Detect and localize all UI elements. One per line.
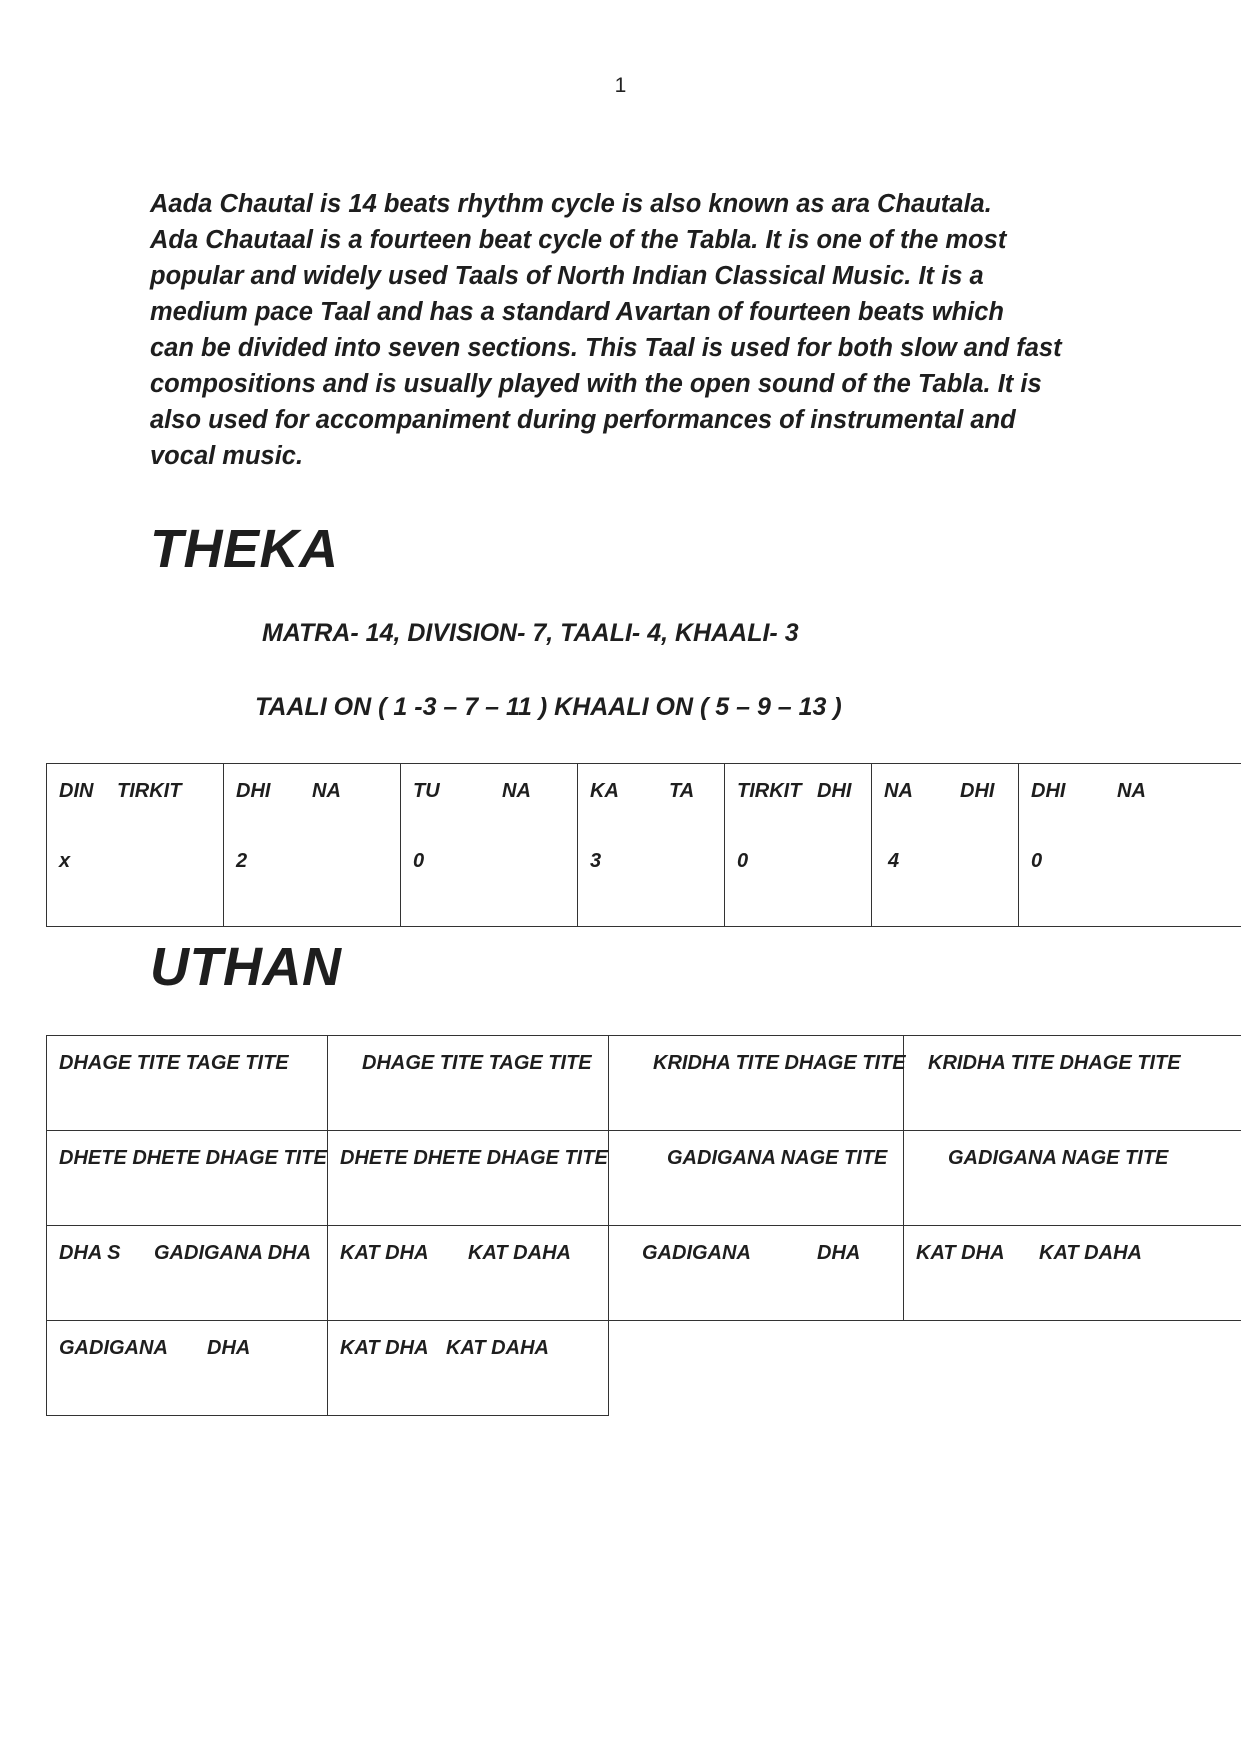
matra-summary: MATRA- 14, DIVISION- 7, TAALI- 4, KHAALI- 3: [262, 619, 799, 647]
theka-heading: THEKA: [150, 519, 339, 579]
khaali-mark: 0: [413, 850, 425, 872]
uthan-cell: [904, 1226, 1241, 1321]
uthan-bol: GADIGANA NAGE TITE: [948, 1147, 1169, 1169]
uthan-bol: GADIGANA: [642, 1242, 751, 1264]
taali-mark: x: [59, 850, 71, 872]
intro-line: Ada Chautaal is a fourteen beat cycle of the Tabla. It is one of the most: [150, 226, 1007, 254]
bol: DHI: [960, 780, 995, 802]
empty-cell: [609, 1321, 904, 1416]
intro-line: vocal music.: [150, 442, 304, 470]
uthan-cell: [328, 1131, 609, 1226]
bol: DIN: [59, 780, 94, 802]
theka-cell: [47, 764, 224, 927]
bol: DHI: [236, 780, 271, 802]
uthan-bol: DHA: [207, 1337, 251, 1359]
uthan-bol: KAT DHA: [340, 1242, 429, 1264]
uthan-bol: DHAGE TITE TAGE TITE: [362, 1052, 592, 1074]
bol: NA: [1117, 780, 1146, 802]
theka-row: [47, 764, 1241, 927]
uthan-row: [47, 1036, 1241, 1131]
theka-cell: [578, 764, 725, 927]
khaali-mark: 0: [737, 850, 749, 872]
uthan-table: [46, 1035, 1241, 1416]
taali-mark: 2: [236, 850, 248, 872]
intro-line: can be divided into seven sections. This Taal is used for both slow and fast: [150, 334, 1062, 362]
uthan-cell: [904, 1036, 1241, 1131]
bol: KA: [590, 780, 619, 802]
intro-paragraph: [150, 186, 1110, 474]
taali-mark: 3: [590, 850, 602, 872]
theka-cell: [224, 764, 401, 927]
uthan-row: [47, 1226, 1241, 1321]
uthan-bol: DHAGE TITE TAGE TITE: [59, 1052, 289, 1074]
uthan-cell: [609, 1226, 904, 1321]
uthan-bol: GADIGANA: [59, 1337, 168, 1359]
uthan-bol: DHETE DHETE DHAGE TITE: [59, 1147, 327, 1169]
theka-cell: [401, 764, 578, 927]
theka-cell: [725, 764, 872, 927]
uthan-bol: KAT DHA: [916, 1242, 1005, 1264]
uthan-cell: [328, 1321, 609, 1416]
uthan-bol: GADIGANA DHA: [154, 1242, 312, 1264]
uthan-bol: DHETE DHETE DHAGE TITE: [340, 1147, 608, 1169]
uthan-cell: [47, 1036, 328, 1131]
uthan-cell: [47, 1131, 328, 1226]
khaali-mark: 0: [1031, 850, 1043, 872]
uthan-bol: KAT DAHA: [1039, 1242, 1142, 1264]
uthan-bol: GADIGANA NAGE TITE: [667, 1147, 888, 1169]
uthan-cell: [328, 1036, 609, 1131]
uthan-cell: [47, 1321, 328, 1416]
uthan-bol: DHA S: [59, 1242, 121, 1264]
bol: TU: [413, 780, 440, 802]
theka-table: [46, 763, 1241, 927]
uthan-row: [47, 1321, 1241, 1416]
taali-summary: TAALI ON ( 1 -3 – 7 – 11 ) KHAALI ON ( 5 – 9 – 13 ): [255, 693, 842, 721]
theka-cell: [872, 764, 1019, 927]
bol: NA: [312, 780, 341, 802]
intro-line: popular and widely used Taals of North Indian Classical Music. It is a: [150, 262, 984, 290]
bol: NA: [502, 780, 531, 802]
uthan-bol: KRIDHA TITE DHAGE TITE: [928, 1052, 1181, 1074]
uthan-cell: [328, 1226, 609, 1321]
intro-line: also used for accompaniment during performances of instrumental and: [150, 406, 1016, 434]
uthan-cell: [47, 1226, 328, 1321]
taali-mark: 4: [888, 850, 900, 872]
uthan-row: [47, 1131, 1241, 1226]
uthan-bol: KAT DAHA: [468, 1242, 571, 1264]
uthan-bol: KAT DAHA: [446, 1337, 549, 1359]
bol: TIRKIT: [737, 780, 802, 802]
bol: TIRKIT: [117, 780, 182, 802]
bol: DHI: [817, 780, 852, 802]
bol: TA: [669, 780, 695, 802]
uthan-cell: [609, 1131, 904, 1226]
empty-cell: [904, 1321, 1241, 1416]
uthan-heading: UTHAN: [150, 937, 342, 997]
bol: NA: [884, 780, 913, 802]
bol: DHI: [1031, 780, 1066, 802]
uthan-cell: [609, 1036, 904, 1131]
uthan-bol: KAT DHA: [340, 1337, 429, 1359]
uthan-cell: [904, 1131, 1241, 1226]
theka-cell: [1019, 764, 1241, 927]
intro-line: compositions and is usually played with the open sound of the Tabla. It is: [150, 370, 1042, 398]
uthan-bol: DHA: [817, 1242, 861, 1264]
intro-line: medium pace Taal and has a standard Avartan of fourteen beats which: [150, 298, 1004, 326]
page-number: 1: [614, 74, 627, 97]
intro-line: Aada Chautal is 14 beats rhythm cycle is also known as ara Chautala.: [150, 190, 992, 218]
uthan-bol: KRIDHA TITE DHAGE TITE: [653, 1052, 906, 1074]
